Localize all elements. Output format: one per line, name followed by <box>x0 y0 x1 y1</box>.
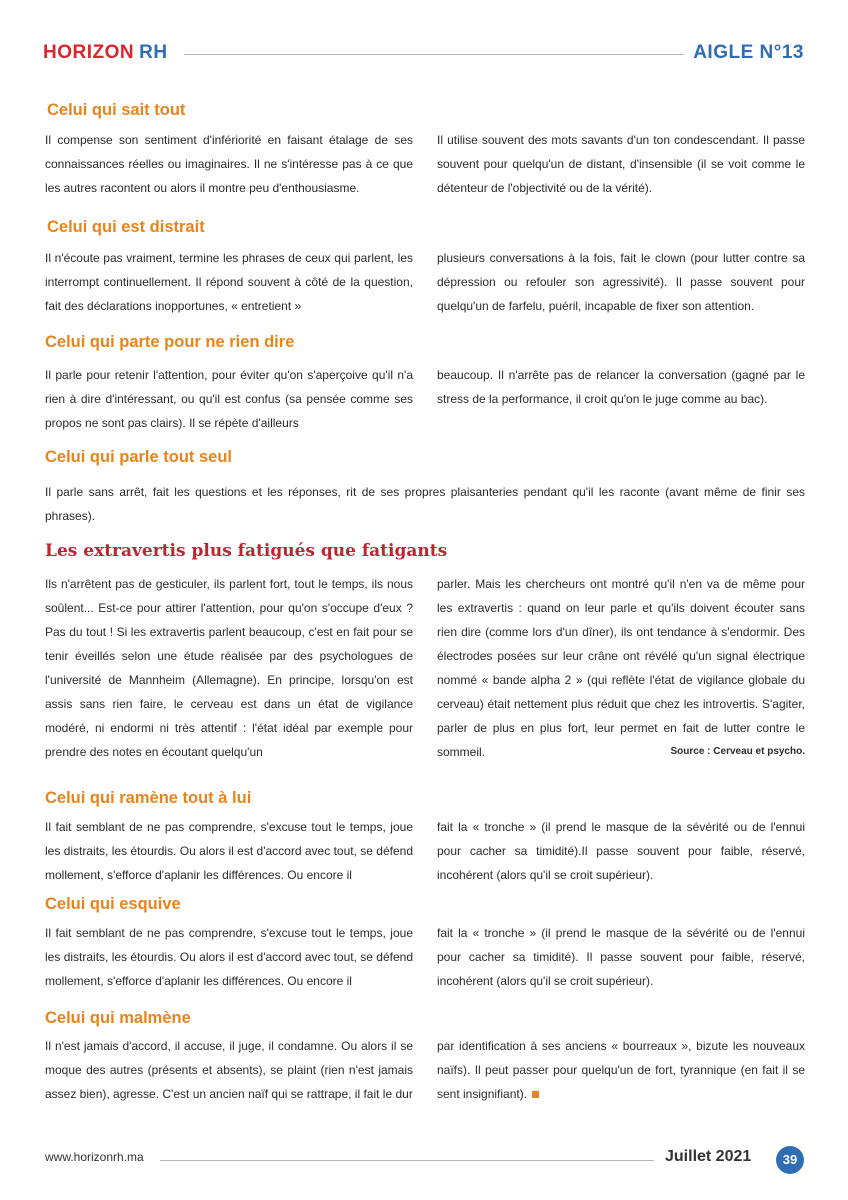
section-text-right: fait la « tronche » (il prend le masque de la sévérité ou de l'ennui pour cacher sa timidité).Il passe souvent pour faible, réservé, incohérent (alors qu'il se croit supérieur). <box>437 820 805 882</box>
section-text-right: Il utilise souvent des mots savants d'un ton condescendant. Il passe souvent pour quelqu'un de distant, d'insensible (il se voit comme le détenteur de l'objectivité ou de la vérité). <box>437 133 805 195</box>
section-right-column <box>437 1034 805 1106</box>
section-text-left: Il n'est jamais d'accord, il accuse, il juge, il condamne. Ou alors il se moque des autres (présents et absents), se plaint (rien n'est jamais assez bien), agresse. C'est un ancien naïf qui se rattrape, il fait le dur <box>45 1039 413 1101</box>
end-mark-icon <box>532 1091 539 1098</box>
section-text-right: plusieurs conversations à la fois, fait le clown (pour lutter contre sa dépression ou refouler son agressivité). Il passe souvent pour quelqu'un de farfelu, puéril, incapable de fixer son attention. <box>437 251 805 313</box>
section-title-parle-seul: Celui qui parle tout seul <box>45 448 233 466</box>
section-text-right: beaucoup. Il n'arrête pas de relancer la conversation (gagné par le stress de la performance, il croit qu'on le juge comme au bac). <box>437 368 805 406</box>
footer-divider <box>160 1160 654 1161</box>
section-text-right: fait la « tronche » (il prend le masque de la sévérité ou de l'ennui pour cacher sa timidité). Il passe souvent pour faible, réservé, incohérent (alors qu'il se croit supérieur). <box>437 926 805 988</box>
section-title-ramene-tout: Celui qui ramène tout à lui <box>45 789 252 807</box>
section-text-left: Il fait semblant de ne pas comprendre, s'excuse tout le temps, joue les distraits, les étourdis. Ou alors il est d'accord avec tout, se défend mollement, s'efforce d'aplanir les différences. Ou encore il <box>45 926 413 988</box>
feature-right-column <box>437 572 805 764</box>
section-text-right: par identification à ses anciens « bourreaux », bizute les nouveaux naïfs). Il peut passer pour quelqu'un de fort, tyrannique (en fait il se sent insignifiant). <box>437 1039 805 1101</box>
section-text-left: Il compense son sentiment d'infériorité en faisant étalage de ses connaissances réelles ou imaginaires. Il ne s'intéresse pas à ce que les autres racontent ou alors il montre peu d'enthousiasme. <box>45 133 413 195</box>
feature-title: Les extravertis plus fatigués que fatigants <box>45 541 448 561</box>
section-title-parte-rien-dire: Celui qui parte pour ne rien dire <box>45 333 295 351</box>
section-title-distrait: Celui qui est distrait <box>47 218 205 236</box>
section-text-left: Il parle pour retenir l'attention, pour éviter qu'on s'aperçoive qu'il n'a rien à dire d'intéressant, ou qu'il est confus (sa pensée comme ses propos ne sont pas clairs). Il se répète d'ailleurs <box>45 368 413 430</box>
footer-website-link[interactable]: www.horizonrh.ma <box>45 1150 144 1164</box>
feature-source: Source : Cerveau et psycho. <box>670 746 805 757</box>
page-number-badge: 39 <box>776 1146 804 1174</box>
section-title-sait-tout: Celui qui sait tout <box>47 101 186 119</box>
logo-horizon: HORIZON <box>43 42 135 63</box>
section-text-left: Il n'écoute pas vraiment, termine les phrases de ceux qui parlent, les interrompt continuellement. Il répond souvent à côté de la question, fait des déclarations inopportunes, « entretient » <box>45 251 413 313</box>
horizon-rh-logo <box>43 42 168 64</box>
section-title-esquive: Celui qui esquive <box>45 895 181 913</box>
feature-text-left: Ils n'arrêtent pas de gesticuler, ils parlent fort, tout le temps, ils nous soûlent... Est-ce pour attirer l'attention, pour qu'on s'occupe d'eux ? Pas du tout ! Si les extravertis parlent beaucoup, c'est en fait pour se tenir éveillés selon une étude réalisée par des psychologues de l'université de Mannheim (Allemagne). En principe, lorsqu'on est assis sans rien faire, le cerveau est dans un état de vigilance modéré, ni endormi ni très attentif : l'état idéal par exemple pour prendre des notes en écoutant quelqu'un <box>45 577 413 759</box>
footer-date: Juillet 2021 <box>665 1148 752 1165</box>
issue-number: AIGLE N°13 <box>693 42 804 63</box>
section-text-left: Il fait semblant de ne pas comprendre, s'excuse tout le temps, joue les distraits, les étourdis. Ou alors il est d'accord avec tout, se défend mollement, s'efforce d'aplanir les différences. Ou encore il <box>45 820 413 882</box>
logo-rh: RH <box>139 42 168 63</box>
feature-text-right: parler. Mais les chercheurs ont montré qu'il n'en va de même pour les extravertis : quand on leur parle et qu'ils doivent écouter sans rien dire (comme lors d'un dîner), ils ont tendance à s'endormir. Des électrodes posées sur leur crâne ont révélé qu'un signal électrique nommé « bande alpha 2 » (qui reflète l'état de vigilance globale du cerveau) était nettement plus réduit que chez les introvertis. S'agiter, parler de plus en plus fort, leur permet en fait de lutter contre le sommeil. <box>437 577 805 759</box>
section-title-malmene: Celui qui malmène <box>45 1009 191 1027</box>
header-divider <box>184 54 684 55</box>
section-text-full: Il parle sans arrêt, fait les questions et les réponses, rit de ses propres plaisanteries pendant qu'il les raconte (avant même de finir ses phrases). <box>45 485 805 523</box>
